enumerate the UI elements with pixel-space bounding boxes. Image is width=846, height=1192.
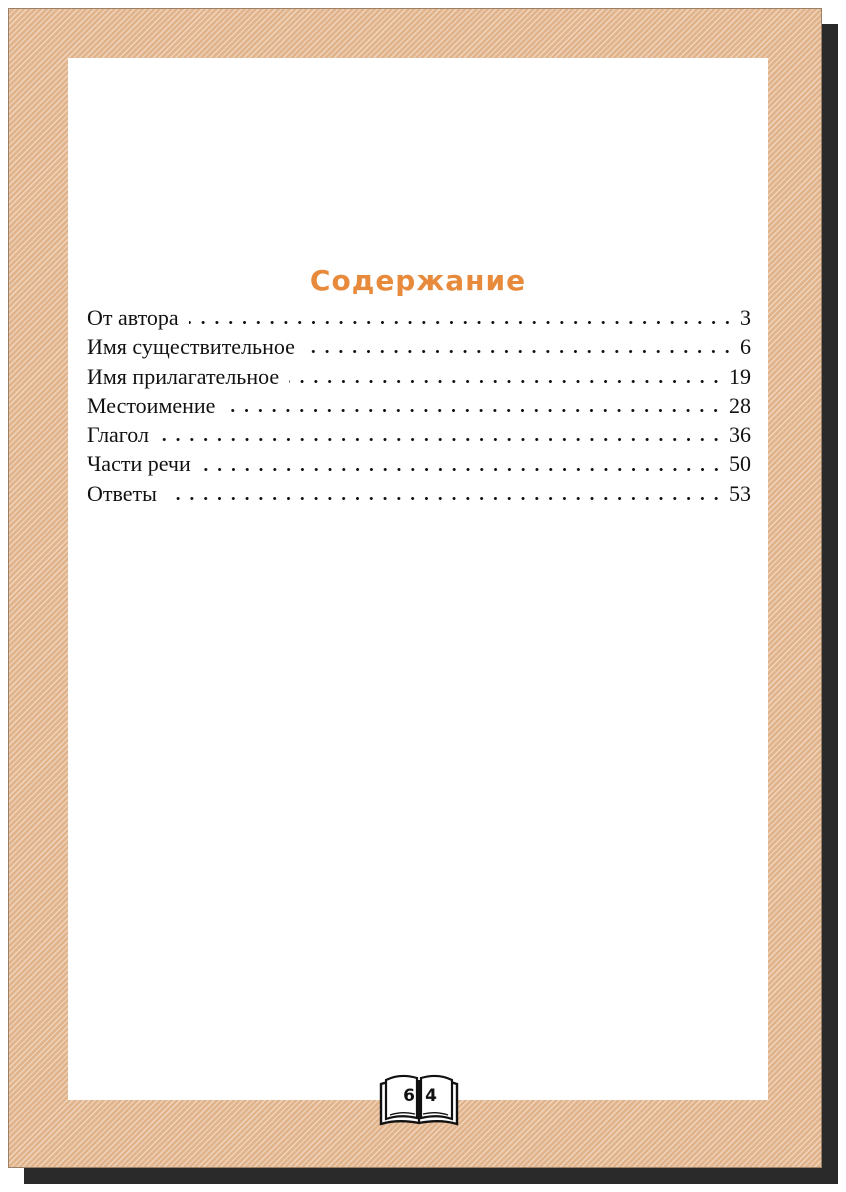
toc-entry-title: Имя прилагательное [87, 363, 280, 389]
toc-entry-page: 28 [729, 392, 751, 418]
toc-entry-title: От автора [87, 305, 179, 330]
toc-entry-page: 36 [729, 422, 751, 448]
toc-entry-page: 3 [740, 305, 751, 330]
toc-entry-title: Местоимение [87, 392, 216, 418]
dot-leader [167, 496, 723, 501]
page-number-left: 6 [403, 1086, 415, 1106]
table-of-contents [87, 303, 751, 508]
toc-entry-page: 50 [729, 451, 751, 477]
toc-entry-title: Ответы [87, 480, 157, 506]
toc-entry-title: Имя существительное [87, 334, 295, 360]
dot-leader [201, 467, 723, 472]
toc-entry[interactable] [87, 303, 751, 332]
dot-leader [289, 379, 723, 384]
open-book-icon [378, 1068, 460, 1130]
page-title: Содержание [309, 264, 527, 297]
dot-leader [159, 437, 723, 442]
dot-leader [305, 349, 734, 354]
dot-leader [189, 320, 734, 325]
toc-entry[interactable] [87, 479, 751, 508]
toc-entry[interactable] [87, 420, 751, 449]
page-number-badge [378, 1068, 460, 1130]
toc-entry[interactable] [87, 362, 751, 391]
toc-entry-page: 6 [740, 334, 751, 360]
toc-entry[interactable] [87, 449, 751, 478]
dot-leader [225, 408, 723, 413]
toc-entry-page: 19 [729, 363, 751, 389]
toc-entry-page: 53 [729, 480, 751, 506]
page-number-right: 4 [425, 1086, 437, 1106]
toc-entry-title: Глагол [87, 422, 149, 448]
page-content [68, 58, 768, 1100]
toc-entry-title: Части речи [87, 451, 191, 477]
toc-entry[interactable] [87, 332, 751, 361]
toc-entry[interactable] [87, 391, 751, 420]
